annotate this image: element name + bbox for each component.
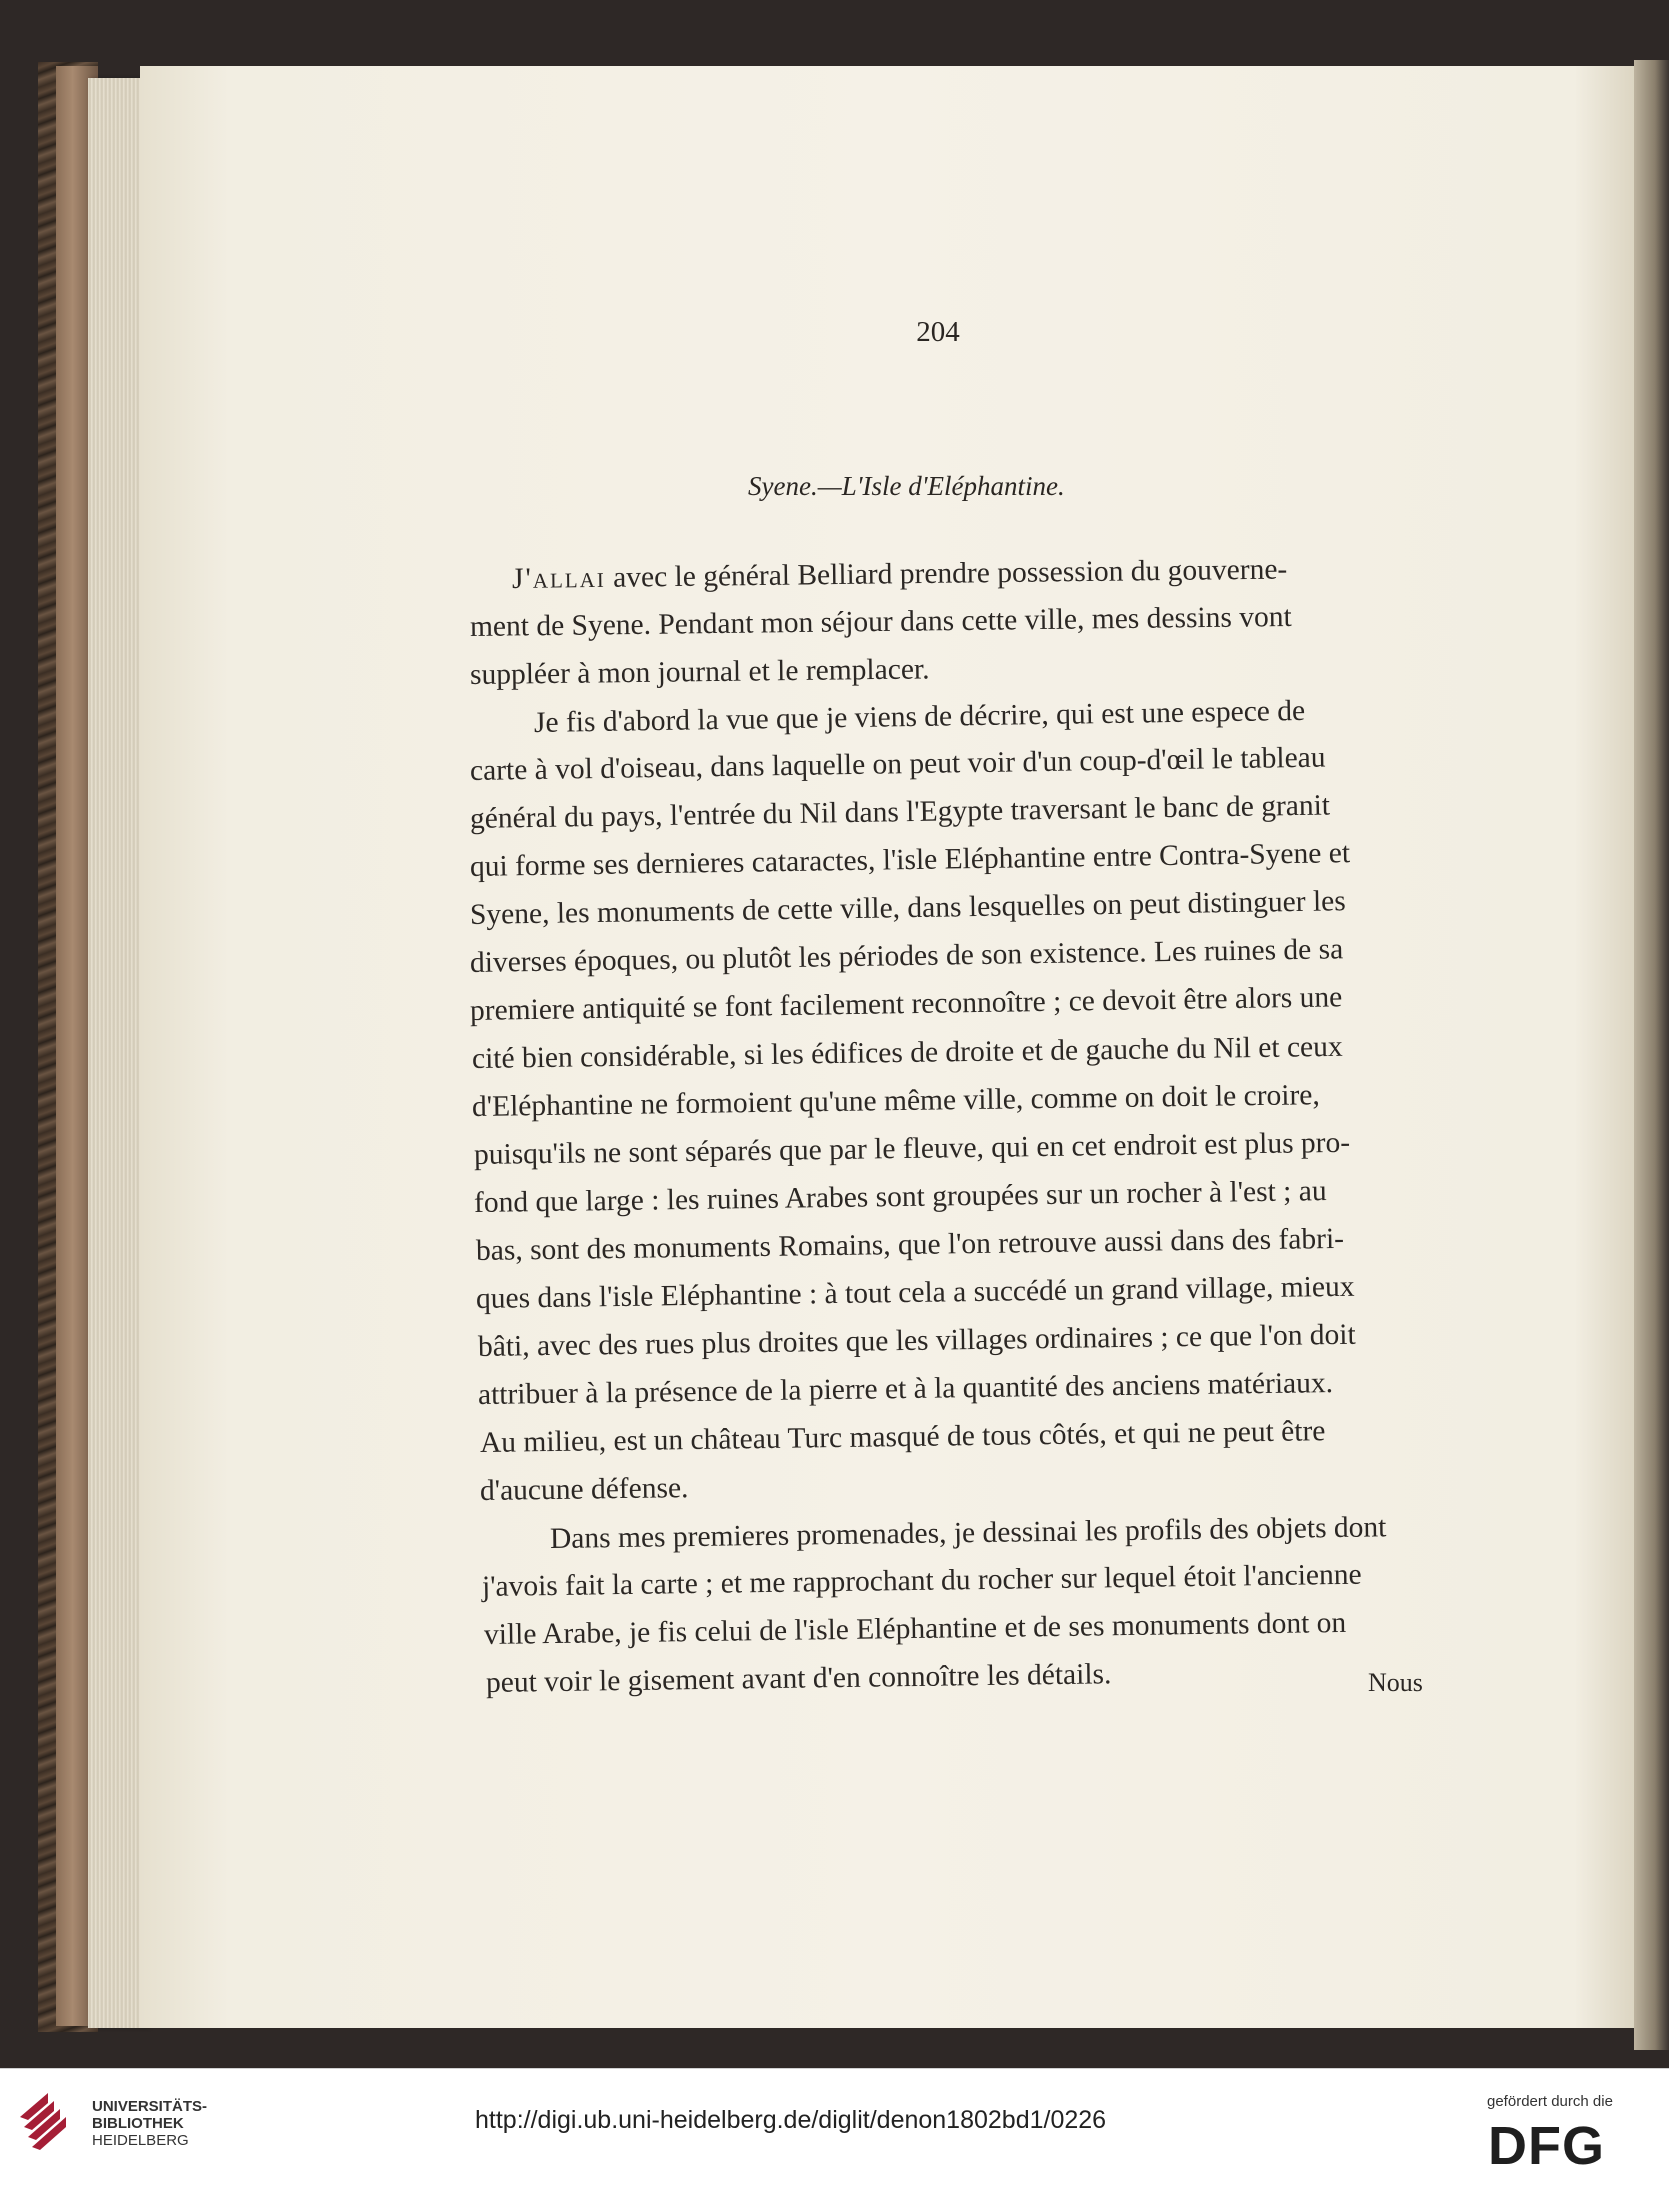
text-line: bas, sont des monuments Romains, que l'on retrouve aussi dans des fabri- [475,1222,1345,1267]
text-line: diverses époques, ou plutôt les périodes de son existence. Les ruines de sa [469,933,1344,979]
text-line: attribuer à la présence de la pierre et à la quantité des anciens matériaux. [477,1367,1334,1411]
text-line: peut voir le gisement avant d'en connoître les détails. [485,1658,1112,1699]
viewer-footer [0,2068,1669,2188]
text-line: ville Arabe, je fis celui de l'isle Eléphantine et de ses monuments dont on [483,1606,1347,1651]
text-line: d'Eléphantine ne formoient qu'une même ville, comme on doit le croire, [471,1079,1320,1123]
text-line: carte à vol d'oiseau, dans laquelle on peut voir d'un coup-d'œil le tableau [469,741,1326,787]
lead-word: J'allai [511,561,606,595]
text-line: Je fis d'abord la vue que je viens de décrire, qui est une espece de [533,694,1306,739]
library-name: UNIVERSITÄTS- BIBLIOTHEK HEIDELBERG [92,2098,208,2149]
text-line: cité bien considérable, si les édifices de droite et de gauche du Nil et ceux [471,1030,1343,1075]
text-line: fond que large : les ruines Arabes sont groupées sur un rocher à l'est ; au [473,1175,1327,1219]
text-line: d'aucune défense. [479,1472,689,1507]
page-number: 204 [916,316,960,348]
text-line: qui forme ses dernieres cataractes, l'isle Eléphantine entre Contra-Syene et [469,837,1351,883]
text-line: ment de Syene. Pendant mon séjour dans cette ville, mes dessins vont [469,600,1292,643]
text-line: Dans mes premieres promenades, je dessinai les profils des objets dont [549,1511,1387,1555]
text-line: puisqu'ils ne sont séparés que par le fleuve, qui en cet endroit est plus pro- [473,1126,1351,1171]
section-heading: Syene.—L'Isle d'Eléphantine. [748,471,1065,501]
funding-note: gefördert durch die [1487,2093,1613,2110]
library-logo-icon [14,2087,72,2157]
text-line: Syene, les monuments de cette ville, dans lesquelles on peut distinguer les [469,885,1346,931]
text-line: J'allai avec le général Belliard prendre possession du gouverne- [511,553,1288,595]
text-line: général du pays, l'entrée du Nil dans l'Egypte traversant le banc de granit [469,789,1331,835]
catchword: Nous [1368,1668,1423,1697]
text-line: j'avois fait la carte ; et me rapprochant du rocher sur lequel étoit l'ancienne [481,1558,1362,1603]
text-line: ques dans l'isle Eléphantine : à tout cela a succédé un grand village, mieux [475,1270,1355,1315]
text-line: premiere antiquité se font facilement reconnoître ; ce devoit être alors une [469,981,1343,1027]
dfg-logo: DFG [1488,2116,1605,2176]
facing-page-edge [1634,60,1669,2050]
text-line: Au milieu, est un château Turc masqué de tous côtés, et qui ne peut être [479,1415,1326,1459]
citation-url-link[interactable]: http://digi.ub.uni-heidelberg.de/diglit/denon1802bd1/0226 [475,2106,1107,2134]
text-line: suppléer à mon journal et le remplacer. [469,653,930,691]
page-stack [88,78,148,2028]
text-line: bâti, avec des rues plus droites que les villages ordinaires ; ce que l'on doit [477,1318,1356,1363]
